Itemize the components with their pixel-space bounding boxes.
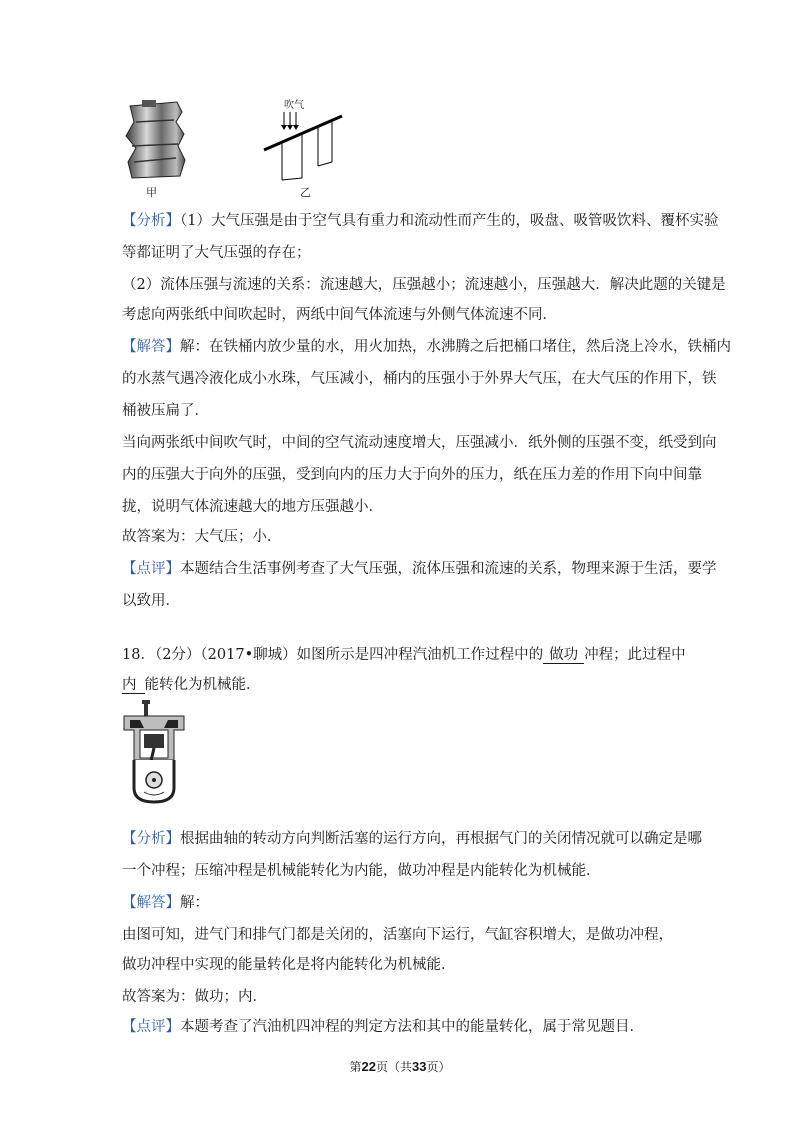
q17-analysis-line-1: 【分析】（1）大气压强是由于空气具有重力和流动性而产生的，吸盘、吸管吸饮料、覆杯实验 [122,213,719,229]
q17-answer-line-1: 【解答】解：在铁桶内放少量的水，用火加热，水沸腾之后把桶口堵住，然后浇上冷水，铁桶内 [122,339,731,355]
q18-comment-line-1: 【点评】本题考查了汽油机四冲程的判定方法和其中的能量转化，属于常见题目． [122,1019,644,1035]
figure-yi-label: 乙 [300,186,311,199]
page-footer: 第22页（共33页） [349,1059,451,1074]
answer-tag: 【解答】 [122,895,180,911]
total-pages: 33 [412,1059,427,1074]
q18-blank-2: 内 [122,677,145,694]
q18-final-answer: 故答案为：做功；内． [122,989,267,1005]
q18-stem-line-2: 内 能转化为机械能． [122,677,261,693]
answer-tag: 【解答】 [122,339,180,355]
q17-answer-line-6: 拢，说明气体流速越大的地方压强越小． [122,499,383,515]
q17-answer-line-5: 内的压强大于向外的压强，受到向内的压力大于向外的压力，纸在压力差的作用下向中间靠 [122,467,702,483]
q17-analysis-line-4: 考虑向两张纸中间吹起时，两纸中间气体流速与外侧气体流速不同． [122,307,557,323]
comment-tag: 【点评】 [122,561,180,577]
q18-stem-line-1: 18．（2分）（2017•聊城）如图所示是四冲程汽油机工作过程中的 做功 冲程；此过程中 [122,647,686,663]
analysis-tag: 【分析】 [122,831,180,847]
q18-answer-head: 【解答】解： [122,895,209,911]
q17-analysis-line-3: （2）流体压强与流速的关系：流速越大，压强越小；流速越小，压强越大．解决此题的关键是 [122,277,726,293]
analysis-tag: 【分析】 [122,213,180,229]
q17-answer-line-3: 桶被压扁了． [122,403,209,419]
current-page: 22 [361,1059,376,1074]
q17-answer-line-2: 的水蒸气遇冷液化成小水珠，气压减小，桶内的压强小于外界大气压，在大气压的作用下，铁 [122,371,717,387]
q18-blank-1: 做功 [543,647,584,664]
q17-answer-line-4: 当向两张纸中间吹气时，中间的空气流动速度增大，压强减小．纸外侧的压强不变，纸受到向 [122,435,717,451]
engine-cylinder-diagram [122,700,186,804]
comment-tag: 【点评】 [122,1019,180,1035]
q17-comment-line-2: 以致用． [122,593,180,609]
q17-analysis-line-2: 等都证明了大气压强的存在； [122,245,311,261]
q18-analysis-line-1: 【分析】根据曲轴的转动方向判断活塞的运行方向，再根据气门的关闭情况就可以确定是哪 [122,831,702,847]
q18-answer-line-2: 做功冲程中实现的能量转化是将内能转化为机械能． [122,957,456,973]
q17-comment-line-1: 【点评】本题结合生活事例考查了大气压强，流体压强和流速的关系，物理来源于生活，要学 [122,561,717,577]
q18-analysis-line-2: 一个冲程；压缩冲程是机械能转化为内能，做功冲程是内能转化为机械能． [122,863,601,879]
q18-answer-line-1: 由图可知，进气门和排气门都是关闭的，活塞向下运行，气缸容积增大，是做功冲程， [122,927,673,943]
blow-label: 吹气 [284,100,304,111]
figure-jia-label: 甲 [146,186,157,199]
two-papers-diagram [262,108,344,182]
q17-final-answer: 故答案为：大气压；小． [122,529,282,545]
crushed-can-image [122,100,192,180]
